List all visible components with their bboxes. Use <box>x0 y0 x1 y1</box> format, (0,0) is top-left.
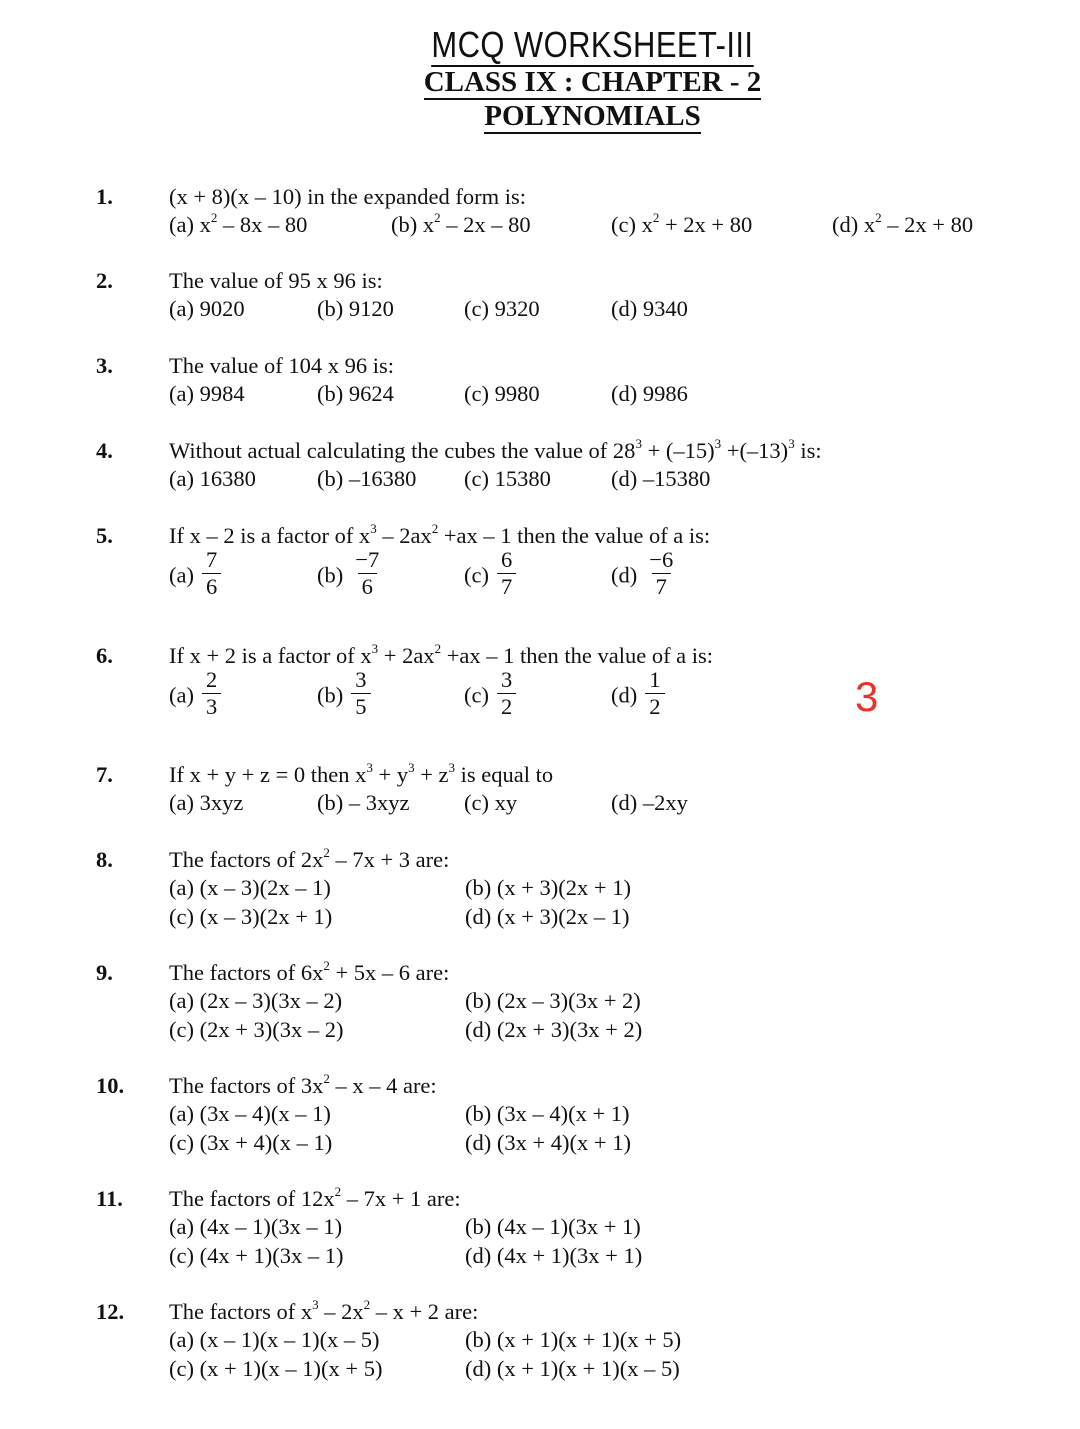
option-c[interactable] <box>464 549 516 602</box>
text-run: The factors of x <box>169 1299 313 1324</box>
text-run: – 2ax <box>376 523 432 548</box>
text-run: + (–15) <box>641 438 715 463</box>
option-b[interactable]: (b) –16380 <box>317 466 417 491</box>
fraction <box>202 667 221 720</box>
question-text <box>169 1299 478 1325</box>
page-number: 3 <box>855 673 879 720</box>
text-run: – 7x + 3 are: <box>329 847 450 872</box>
option-b[interactable]: (b) 9624 <box>317 381 394 406</box>
text-run: + 2x + 80 <box>659 212 753 237</box>
option-a[interactable]: (a) 16380 <box>169 466 256 491</box>
option-a[interactable]: (a) 9984 <box>169 381 245 406</box>
fraction <box>645 667 664 720</box>
option-c[interactable]: (c) (x + 1)(x – 1)(x + 5) <box>169 1356 383 1381</box>
question-number: 1. <box>96 184 113 209</box>
option-d[interactable]: (d) 9986 <box>611 381 688 406</box>
answer-options <box>169 296 1069 356</box>
option-c[interactable] <box>464 669 516 722</box>
option-b[interactable]: (b) – 3xyz <box>317 790 410 815</box>
question-number: 11. <box>96 1186 123 1211</box>
text-run: If x + y + z = 0 then x <box>169 762 367 787</box>
option-c[interactable]: (c) xy <box>464 790 518 815</box>
exponent: 2 <box>652 210 660 225</box>
option-a[interactable]: (a) 3xyz <box>169 790 244 815</box>
option-c[interactable]: (c) 9980 <box>464 381 540 406</box>
option-b[interactable] <box>317 549 383 602</box>
text-run: +(–13) <box>721 438 789 463</box>
option-b[interactable] <box>391 212 531 238</box>
question-text <box>169 960 449 986</box>
question-text <box>169 643 713 669</box>
answer-options <box>169 466 1069 526</box>
text-run: is equal to <box>455 762 554 787</box>
option-a[interactable]: (a) (4x – 1)(3x – 1) <box>169 1214 343 1239</box>
exponent: 2 <box>323 845 330 860</box>
option-b[interactable]: (b) 9120 <box>317 296 394 321</box>
fraction-denominator: 6 <box>202 573 221 600</box>
exponent: 2 <box>323 1071 330 1086</box>
option-b[interactable]: (b) (x + 3)(2x + 1) <box>465 875 631 900</box>
fraction <box>497 667 516 720</box>
text-run: – 7x + 1 are: <box>341 1186 461 1211</box>
exponent: 3 <box>448 760 456 775</box>
question-number: 12. <box>96 1299 125 1324</box>
option-a[interactable]: (a) (2x – 3)(3x – 2) <box>169 988 343 1013</box>
text-run: – 2x – 80 <box>440 212 531 237</box>
text-run: The value of 104 x 96 is: <box>169 353 394 378</box>
question-text <box>169 847 449 873</box>
answer-options <box>169 549 1069 609</box>
option-b[interactable]: (b) (2x – 3)(3x + 2) <box>465 988 641 1013</box>
exponent: 3 <box>366 760 373 775</box>
text-run: (x + 8)(x – 10) in the expanded form is: <box>169 184 526 209</box>
option-b[interactable] <box>317 669 371 722</box>
answer-options <box>169 875 1069 935</box>
option-a[interactable] <box>169 549 221 602</box>
fraction-denominator: 5 <box>351 693 370 720</box>
fraction-denominator: 2 <box>497 693 516 720</box>
text-run: The factors of 6x <box>169 960 324 985</box>
question-number: 3. <box>96 353 113 378</box>
fraction-numerator: −7 <box>355 547 380 572</box>
question-text <box>169 353 394 379</box>
text-run: If x + 2 is a factor of x <box>169 643 372 668</box>
text-run: + z <box>414 762 449 787</box>
option-c[interactable]: (c) 15380 <box>464 466 551 491</box>
option-a[interactable] <box>169 669 221 722</box>
question-text <box>169 523 710 549</box>
question-text <box>169 184 526 210</box>
option-d[interactable]: (d) –15380 <box>611 466 711 491</box>
answer-options <box>169 1327 1069 1387</box>
fraction-denominator: 6 <box>358 573 377 600</box>
text-run: +ax – 1 then the value of a is: <box>441 643 714 668</box>
fraction-denominator: 7 <box>497 573 516 600</box>
answer-options <box>169 669 1069 729</box>
fraction-denominator: 3 <box>202 693 221 720</box>
text-run: (c) x <box>611 212 653 237</box>
exponent: 2 <box>434 210 441 225</box>
text-run: + 2ax <box>378 643 435 668</box>
question-text <box>169 1186 461 1212</box>
exponent: 2 <box>323 958 330 973</box>
option-d[interactable]: (d) (4x + 1)(3x + 1) <box>465 1243 643 1268</box>
text-run: If x – 2 is a factor of x <box>169 523 371 548</box>
option-c[interactable]: (c) (3x + 4)(x – 1) <box>169 1130 333 1155</box>
option-a[interactable]: (a) (3x – 4)(x – 1) <box>169 1101 331 1126</box>
question-number: 5. <box>96 523 113 548</box>
option-label: (d) <box>611 682 638 708</box>
exponent: 2 <box>875 210 882 225</box>
option-label: (c) <box>464 562 489 588</box>
exponent: 3 <box>714 436 722 451</box>
text-run: – x – 4 are: <box>329 1073 437 1098</box>
question-text <box>169 438 822 464</box>
question-number: 6. <box>96 643 113 668</box>
option-a[interactable]: (a) (x – 3)(2x – 1) <box>169 875 331 900</box>
question-number: 8. <box>96 847 113 872</box>
exponent: 3 <box>635 436 642 451</box>
option-b[interactable]: (b) (4x – 1)(3x + 1) <box>465 1214 641 1239</box>
question-number: 10. <box>96 1073 125 1098</box>
text-run: The value of 95 x 96 is: <box>169 268 383 293</box>
option-d[interactable] <box>611 549 677 602</box>
option-b[interactable]: (b) (x + 1)(x + 1)(x + 5) <box>465 1327 682 1352</box>
exponent: 3 <box>312 1297 319 1312</box>
class-chapter-heading: CLASS IX : CHAPTER - 2 <box>423 66 762 98</box>
question-number: 2. <box>96 268 113 293</box>
exponent: 2 <box>431 521 439 536</box>
option-d[interactable]: (d) (x + 3)(2x – 1) <box>465 904 630 929</box>
option-d[interactable] <box>832 212 973 238</box>
exponent: 2 <box>210 210 218 225</box>
fraction-numerator: 2 <box>205 667 218 692</box>
option-a[interactable]: (a) (x – 1)(x – 1)(x – 5) <box>169 1327 380 1352</box>
option-d[interactable]: (d) (2x + 3)(3x + 2) <box>465 1017 643 1042</box>
text-run: (a) x <box>169 212 211 237</box>
text-run: The factors of 3x <box>169 1073 324 1098</box>
option-c[interactable]: (c) (x – 3)(2x + 1) <box>169 904 333 929</box>
answer-options <box>169 212 1069 272</box>
exponent: 3 <box>788 436 795 451</box>
text-run: – 2x <box>318 1299 364 1324</box>
fraction <box>202 547 221 600</box>
question-number: 4. <box>96 438 113 463</box>
text-run: – 8x – 80 <box>217 212 308 237</box>
fraction <box>497 547 516 600</box>
fraction-numerator: 6 <box>500 547 513 572</box>
text-run: + y <box>372 762 409 787</box>
text-run: Without actual calculating the cubes the value of 28 <box>169 438 636 463</box>
option-d[interactable]: (d) (x + 1)(x + 1)(x – 5) <box>465 1356 680 1381</box>
exponent: 3 <box>408 760 415 775</box>
text-run: + 5x – 6 are: <box>329 960 450 985</box>
option-d[interactable]: (d) (3x + 4)(x + 1) <box>465 1130 631 1155</box>
topic-heading: POLYNOMIALS <box>484 100 701 132</box>
option-label: (a) <box>169 562 194 588</box>
fraction-numerator: −6 <box>649 547 674 572</box>
text-run: is: <box>794 438 822 463</box>
question-text <box>169 762 553 788</box>
answer-options <box>169 988 1069 1048</box>
exponent: 3 <box>371 641 379 656</box>
text-run: – x + 2 are: <box>370 1299 479 1324</box>
text-run: (b) x <box>391 212 435 237</box>
fraction <box>351 547 383 600</box>
option-d[interactable] <box>611 669 665 722</box>
fraction-denominator: 2 <box>645 693 664 720</box>
exponent: 3 <box>370 521 377 536</box>
text-run: +ax – 1 then the value of a is: <box>438 523 711 548</box>
exponent: 2 <box>363 1297 371 1312</box>
answer-options <box>169 790 1069 850</box>
text-run: The factors of 12x <box>169 1186 335 1211</box>
text-run: (d) x <box>832 212 876 237</box>
option-label: (b) <box>317 682 344 708</box>
worksheet-title: MCQ WORKSHEET-III <box>431 24 754 65</box>
exponent: 2 <box>434 641 442 656</box>
fraction-numerator: 7 <box>205 547 218 572</box>
option-c[interactable]: (c) (2x + 3)(3x – 2) <box>169 1017 344 1042</box>
fraction <box>351 667 370 720</box>
option-label: (c) <box>464 682 489 708</box>
option-label: (b) <box>317 562 344 588</box>
option-c[interactable]: (c) (4x + 1)(3x – 1) <box>169 1243 344 1268</box>
option-label: (d) <box>611 562 638 588</box>
option-label: (a) <box>169 682 194 708</box>
option-c[interactable]: (c) 9320 <box>464 296 540 321</box>
text-run: – 2x + 80 <box>881 212 974 237</box>
option-d[interactable]: (d) –2xy <box>611 790 688 815</box>
answer-options <box>169 1101 1069 1161</box>
question-text <box>169 268 383 294</box>
answer-options <box>169 381 1069 441</box>
text-run: The factors of 2x <box>169 847 324 872</box>
answer-options <box>169 1214 1069 1274</box>
option-d[interactable]: (d) 9340 <box>611 296 688 321</box>
fraction-numerator: 3 <box>500 667 513 692</box>
question-text <box>169 1073 437 1099</box>
option-a[interactable]: (a) 9020 <box>169 296 245 321</box>
option-c[interactable] <box>611 212 752 238</box>
fraction <box>645 547 677 600</box>
option-a[interactable] <box>169 212 307 238</box>
question-number: 7. <box>96 762 113 787</box>
exponent: 2 <box>334 1184 342 1199</box>
question-number: 9. <box>96 960 113 985</box>
fraction-denominator: 7 <box>652 573 671 600</box>
fraction-numerator: 1 <box>649 667 661 692</box>
fraction-numerator: 3 <box>355 667 367 692</box>
option-b[interactable]: (b) (3x – 4)(x + 1) <box>465 1101 630 1126</box>
